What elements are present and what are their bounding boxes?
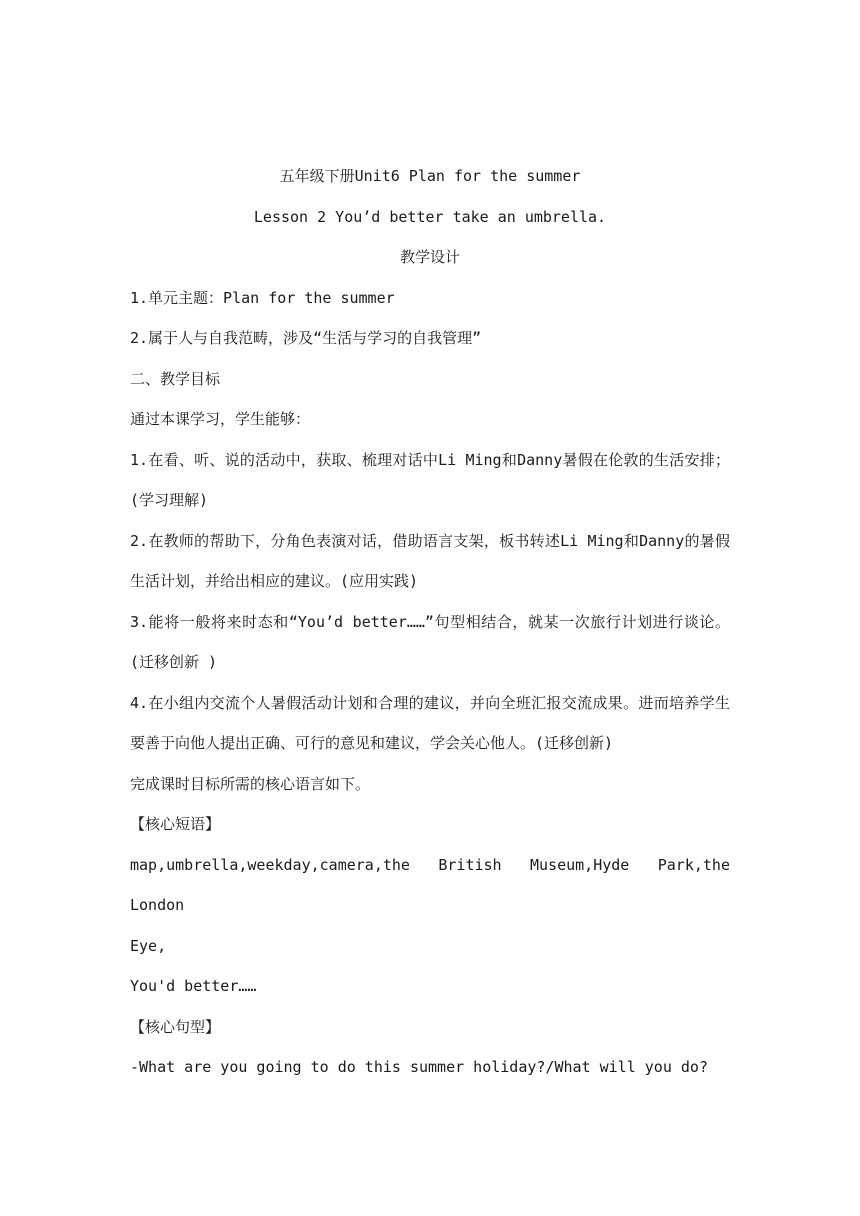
core-sentences-heading: 【核心句型】 (130, 1017, 221, 1036)
theme-category: 2.属于人与自我范畴，涉及“生活与学习的自我管理” (130, 329, 482, 347)
core-language-intro: 完成课时目标所需的核心语言如下。 (130, 774, 371, 793)
title-unit: 五年级下册Unit6 Plan for the summer (279, 167, 581, 185)
core-phrase-better: You'd better…… (130, 977, 257, 995)
core-phrases-line-continued: Eye, (130, 936, 167, 955)
goal-2: 2.在教师的帮助下，分角色表演对话，借助语言支架，板书转述Li Ming和Danny的暑假生活计划，并给出相应的建议。(应用实践) (130, 531, 730, 590)
title-design: 教学设计 (399, 248, 460, 266)
goal-1: 1.在看、听、说的活动中，获取、梳理对话中Li Ming和Danny暑假在伦敦的生活安排；(学习理解) (130, 450, 730, 509)
goal-3: 3.能将一般将来时态和“You’d better……”句型相结合，就某一次旅行计划进行谈论。(迁移创新 ) (130, 612, 730, 671)
section-heading-goals: 二、教学目标 (130, 369, 221, 388)
title-lesson: Lesson 2 You’d better take an umbrella. (253, 207, 607, 226)
core-phrases-line: map,umbrella,weekday,camera,the British Museum,Hyde Park,the London (130, 855, 730, 914)
core-sentence-1: -What are you going to do this summer holiday?/What will you do? (130, 1058, 708, 1076)
unit-theme: 1.单元主题：Plan for the summer (130, 288, 395, 307)
goal-4: 4.在小组内交流个人暑假活动计划和合理的建议，并向全班汇报交流成果。进而培养学生要善于向他人提出正确、可行的意见和建议，学会关心他人。(迁移创新) (130, 693, 730, 752)
document-body (130, 156, 730, 1088)
core-phrases-heading: 【核心短语】 (130, 815, 221, 833)
goals-intro: 通过本课学习，学生能够： (130, 410, 311, 428)
